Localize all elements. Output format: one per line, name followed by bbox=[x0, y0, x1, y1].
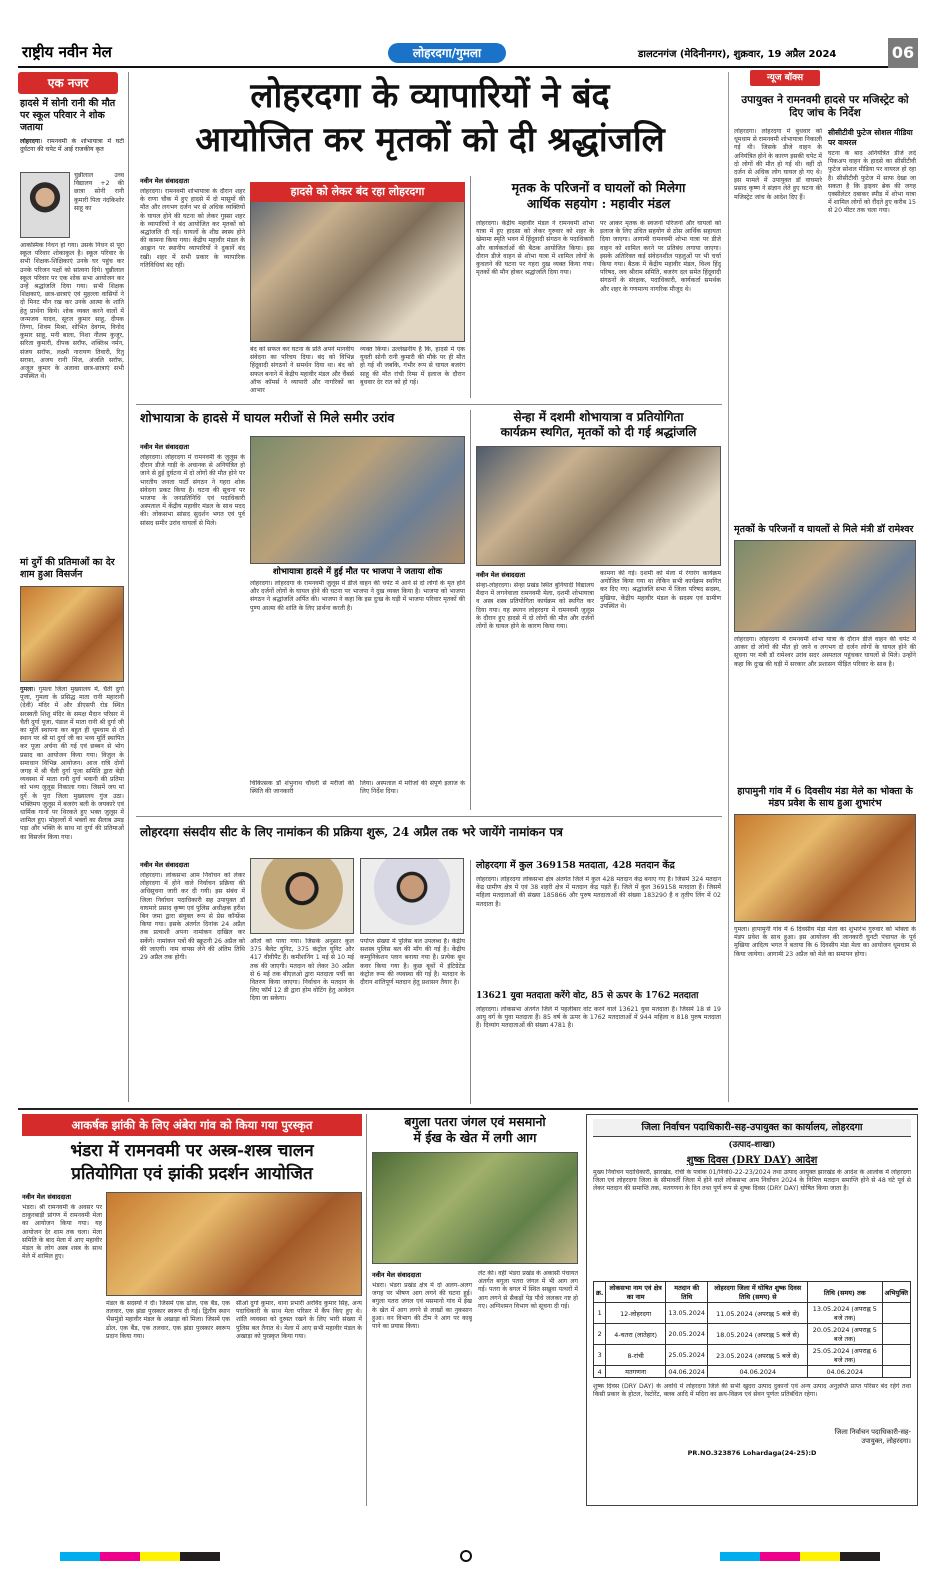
left-story2-body-text: गुमला जिला मुख्यालय में, चैती दुर्गा पूजा, गुमला के प्रसिद्ध माता रानी महारानी (देवी) मंदिर में और डीएसपी रोड स्थित सरस्वती शिशु मंदिर के समक्ष मैदान परिसर में चैती दुर्गा पूजा, पंडाल में माता रानी श्री दुर्गा जी का मूर्ति स्थापना कर बहुत ही धूमधाम से दो स्थान पर श्री मां दुर्गा जी का भव्य मूर्ति स्थापित कर पूजा अर्चना की गई एवं छब्बन से भोग प्रसाद का आयोजन किया गया। विजुल के समाधान विभिन्न आयोजन। आज रात्रि दोनों जगह में श्री चैती दुर्गा पूजा समिति द्वारा बेड़ी व्यवस्था में माता रानी दुर्गा भवानी की प्रतिमा को भव्य जुलूस निकाला गया। जिसमें जय मां दुर्गे के पूरा जिला मुख्यालय गुंज उठा। भक्तिमय जुलूस में बजरंग बली के जयकारे एवं धार्मिक गानों पर थिरकते हुए भक्त जुलूस में शामिल हुए। मोहल्लों में भक्तों का सैलाब उमड़ पड़ा और भक्ति के साथ मां दुर्गा की प्रतिमाओं का विसर्जन किया गया। bbox=[20, 686, 124, 841]
manda-mela-photo bbox=[734, 814, 916, 922]
sena-body-col1: सेन्हा-लोहरदगा। सेन्हा प्रखंड स्थित बुनियादी विद्यालय मैदान में लगनेवाला रामनवमी मेला, दशमी शोभायात्रा व अस्त्र शस्त्र प्रतियोगिता कार्यक्रम को स्थगित कर दिया गया। यह स्थगन लोहरदगा में रामनवमी जुलूस के दौरान हुए हादसे में दो लोगों की मौत और दर्जनों लोगों के घायल होने के कारण किया गया। bbox=[476, 582, 594, 631]
left-story1-photo-caption: चुन्नीलाल उच्च विद्यालय +2 की छात्रा सोनी रानी कुमारी पिता नंदकिशोर साहू का bbox=[74, 172, 124, 212]
table-row bbox=[594, 1345, 911, 1366]
nomination-body-col1: लोहरदगा। लोकसभा आम निर्वाचन को लेकर लोहरदगा में होने वाले निर्वाचन प्रक्रिया की अधिसूचना जारी कर दी गयी। इस संबंध में जिला निर्वाचन पदाधिकारी सह उपायुक्त डॉ वाघमारे प्रसाद कृष्ण एवं पुलिस अधीक्षक हरीश बिन जमा द्वारा संयुक्त रूप से प्रेस कॉन्फ्रेंस किया गया। इसके अंतर्गत दिनांक 24 अप्रैल तक प्रत्याशी अपना नामांकन दाखिल कर सकेंगे। नामांकन पत्रों की स्क्रूटनी 26 अप्रैल को की जाएगी। नाम वापस लेने की अंतिम तिथि 29 अप्रैल तक होगी। bbox=[140, 872, 245, 962]
voter-subhead: लोहरदगा में कुल 369158 मतदाता, 428 मतदान केंद्र bbox=[476, 860, 675, 871]
newsbox-story1-body-col2: घटना के बाद अनियंत्रित डीजे लदे पिकअप वाहन के हादसे का सीसीटीवी फुटेज सोशल मीडिया पर वायरल हो रहा है। सीसीटीवी फुटेज में साफ देखा जा सकता है कि ड्राइवर ब्रेक की जगह एक्सीलेटर दबाकर स्पीड में शोभा यात्रा में शामिल लोगों को रौंदते हुए करीब 15 से 20 मीटर तक चला गया। bbox=[828, 150, 916, 215]
left-story1-body: आकस्मिक निधन हो गया। उसके निधन से पूरा स्कूल परिवार शोकाकुल है। स्कूल परिवार के सभी शिक्षक-शिक्षिकाएं उनके घर पहुंच कर उनके परिजन पक्षों को सांत्वना दिये। चुन्नीलाल स्कूल परिवार पर एक शोक सभा आयोजन कर उन्हें श्रद्धांजलि दिया गया। सभी शिक्षक शिक्षकाएं, छात्र-छात्राएं एवं मुहल्ला वासियों ने दो मिनट मौन रख कर उनके आत्मा के शांति हेतु प्रार्थना किये। शोक व्यक्त करने वालों में जन्मजय यादव, सूरज कुमार साहू, दीपक तिग्गा, शिवम मिश्रा, शोभित देवगम, विनोद कुमार साहू, मनी बाला, निशा नीलम कुजूर, सरिता कुमारी, दीपक सरॉफ, शक्तिश्र नर्मन, संजय सरॉफ, लक्ष्मी नारायण तिवारी, रितु सरफ़ा, अजय रानी मिंज, अंजलि सरॉफ, अजूल कुमार के अलावा छात्र-छात्राएं सभी उपस्थित थे। bbox=[20, 242, 124, 381]
bhandra-headline-line2: प्रतियोगिता एवं झांकी प्रदर्शन आयोजित bbox=[71, 1164, 313, 1184]
nomination-body-col3: पर्याप्त संख्या में पुलिस बल उपलब्ध है। केंद्रीय सशस्त्र पुलिस बल की माँग की गई है। केंद्रीय कम्युनिकेशन प्लान बनाया गया है। प्रत्येक बूथ कवर किया गया है। कुछ बूथों में इंटिग्रेटेड कंट्रोल रूम की व्यवस्था की गई है। मतदान के दौरान शांतिपूर्ण मतदान हेतु प्रशासन तैयार है। bbox=[360, 938, 465, 987]
sameer-headline: शोभायात्रा के हादसे में घायल मरीजों से मिले समीर उरांव bbox=[140, 410, 395, 425]
table-cell: 23.05.2024 (अपराह्न 5 बजे से) bbox=[708, 1345, 808, 1366]
table-cell: 20.05.2024 (अपराह्न 5 बजे तक) bbox=[808, 1324, 882, 1345]
youth-body: लोहरदगा। लोकसभा अंतर्गत जिले में पहलीबार वोट करने वाले 13621 युवा मतदाता हैं। जिसमें 18 से 19 आयु वर्ग के युवा मतदाता हैं। 85 वर्ष के ऊपर के 1762 मतदाताओं में 944 महिला व 818 पुरुष मतदाता हैं। दिव्यांग मतदाताओं की संख्या 4781 है। bbox=[476, 1006, 721, 1030]
dry-day-signature bbox=[593, 1428, 911, 1446]
lead-headline bbox=[140, 74, 720, 162]
lead-headline-line2: आयोजित कर मृतकों को दी श्रद्धांजलि bbox=[195, 120, 665, 160]
compensation-body-col1: लोहरदगा। केंद्रीय महावीर मंडल ने रामनवमी शोभा यात्रा में हुए हादसा को लेकर गुरुवार को शहर के खेमामा स्मृति भवन में हिंदूवादी संगठन के पदाधिकारी और कार्यकर्ताओं की बैठक आयोजित किया। इस दौरान डीजे वाहन से शोभा यात्रा में शामिल लोगों के कुचलने की घटना पर गहरा दुख व्यक्त किया गया। मृतकों की मौन होकर श्रद्धांजलि दिया गया। bbox=[476, 220, 594, 277]
sena-headline bbox=[476, 410, 721, 440]
bhandra-headline-line1: भंडरा में रामनवमी पर अस्त्र-शस्त्र चालन bbox=[70, 1141, 314, 1161]
table-cell: 4 bbox=[594, 1366, 606, 1378]
compensation-headline bbox=[476, 180, 721, 212]
left-story1-lead-text: रामनवमी के शोभायात्रा में घटी दुर्घटना की चपेट में आई राजकीय कृत bbox=[20, 138, 124, 154]
left-column bbox=[18, 72, 126, 1102]
dry-day-table bbox=[593, 1281, 911, 1378]
newsbox-story2-headline: मृतकों के परिजनों व घायलों से मिले मंत्री डॉ रामेश्वर bbox=[734, 524, 914, 535]
dry-day-office: जिला निर्वाचन पदाधिकारी-सह-उपायुक्त का कार्यालय, लोहरदगा bbox=[593, 1119, 911, 1137]
table-row bbox=[594, 1324, 911, 1345]
masthead bbox=[18, 38, 918, 68]
table-cell: 13.05.2024 bbox=[665, 1303, 708, 1324]
color-swatch-yellow bbox=[140, 1552, 180, 1561]
table-cell: 13.05.2024 (अपराह्न 5 बजे तक) bbox=[808, 1303, 882, 1324]
registration-mark-icon bbox=[460, 1550, 472, 1562]
bottom-divider bbox=[18, 1108, 918, 1110]
table-cell: मतगणना bbox=[606, 1366, 666, 1378]
newsbox-story3-headline: हापामुनी गांव में 6 दिवसीय मंडा मेले का भोक्ता के मंडप प्रवेश के साथ हुआ शुभारंभ bbox=[737, 786, 913, 809]
signature-line2: उपायुक्त, लोहरदगा। bbox=[861, 1437, 911, 1445]
left-story2-dateline: गुमला bbox=[20, 686, 33, 693]
table-cell: 3 bbox=[594, 1345, 606, 1366]
nomination-byline: नवीन मेल संवाददाता bbox=[140, 861, 189, 869]
voter-body: लोहरदगा। लोहरदगा लोकसभा क्षेत्र अंतर्गत जिले में कुल 428 मतदान केंद्र बनाए गए हैं। जिसमें 324 मतदान केंद्र ग्रामीण क्षेत्र में एवं 38 शहरी क्षेत्र में मतदान केंद्र पड़ते हैं। जिले में कुल 369158 मतदाता हैं। जिसमें महिला मतदाताओं की संख्या 185866 और पुरुष मतदाताओं की संख्या 183290 है व तृतीय लिंग में 02 मतदाता है। bbox=[476, 876, 721, 908]
table-cell: 11.05.2024 (अपराह्न 5 बजे से) bbox=[708, 1303, 808, 1324]
award-ceremony-photo bbox=[106, 1192, 362, 1296]
table-cell: 12-लोहरदगा bbox=[606, 1303, 666, 1324]
table-header-cell: क्र. bbox=[594, 1282, 606, 1303]
newsbox-story1-subhead: सीसीटीवी फुटेज सोशल मीडिया पर वायरल bbox=[828, 128, 913, 147]
left-story1-lead: लोहरदगा। रामनवमी के शोभायात्रा में घटी दुर्घटना की चपेट में आई राजकीय कृत bbox=[20, 138, 124, 154]
forest-fire-photo bbox=[372, 1152, 578, 1264]
sp-portrait-photo bbox=[250, 858, 354, 934]
fire-headline-line2: में ईख के खेत में लगी आग bbox=[413, 1130, 537, 1145]
lead-body-col3: व्यक्त किया। उल्लेखनीय है कि, हादसे में एक युवती सोनी रानी कुमारी की मौके पर ही मौत हो गई थी जबकि, गंभीर रूप से घायल बजरंग साहू की मौत रांची रिम्स में इलाज के दौरान बुधवार देर रात को हो गई। bbox=[360, 346, 465, 386]
newsbox-story1-headline: उपायुक्त ने रामनवमी हादसे पर मजिस्ट्रेट को दिए जांच के निर्देश bbox=[741, 94, 909, 119]
left-column-divider bbox=[128, 72, 129, 1102]
table-cell: 04.06.2024 bbox=[665, 1366, 708, 1378]
award-banner: आकर्षक झांकी के लिए अंबेरा गांव को किया गया पुरस्कृत bbox=[22, 1114, 362, 1136]
minister-visit-photo bbox=[734, 540, 916, 632]
table-cell bbox=[882, 1324, 911, 1345]
page-number: 06 bbox=[888, 38, 918, 68]
section-divider-1 bbox=[136, 404, 722, 405]
fire-body-col1: भंडरा। भंडरा प्रखंड क्षेत्र में दो अलग-अलग जगह पर भीषण आग लगने की घटना हुई। बगुला पतरा जंगल एवं मसमानो गांव में ईख के खेत में आग लगने से लाखों का नुकसान हुआ। वन विभाग की टीम ने आग पर काबू पाने का प्रयास किया। bbox=[372, 1282, 472, 1331]
dry-day-branch: (उत्पाद-शाखा) bbox=[728, 1140, 776, 1150]
table-cell: 04.06.2024 bbox=[708, 1366, 808, 1378]
color-swatch-yellow bbox=[800, 1552, 840, 1561]
newsbox-story3-body: गुमला। हापामुनी गांव में 6 दिवसीय मंडा मेला का शुभारंभ गुरुवार को भोक्ता के मंडप प्रवेश के साथ हुआ। इस आयोजन की जानकारी घुनटी पंचायत के पूर्व मुखिया आदित्य भगत ने बताया कि 6 दिवसीय मंडा मेला का आयोजन धूमधाम से किया जायेगा। आगामी 23 अप्रैल को मेले का समापन होगा। bbox=[734, 926, 916, 958]
color-swatch-black bbox=[180, 1552, 220, 1561]
youth-subhead: 13621 युवा मतदाता करेंगे वोट, 85 से ऊपर के 1762 मतदाता bbox=[476, 991, 699, 1001]
table-row bbox=[594, 1366, 911, 1378]
fire-headline bbox=[372, 1114, 578, 1146]
durga-idol-photo bbox=[20, 586, 124, 682]
pr-number: PR.NO.323876 Lohardaga(24-25):D bbox=[687, 1449, 817, 1457]
student-photo bbox=[20, 172, 70, 238]
fire-byline: नवीन मेल संवाददाता bbox=[372, 1271, 421, 1279]
table-cell: 04.06.2024 bbox=[808, 1366, 882, 1378]
fire-headline-line1: बगुला पतरा जंगल एवं मसमानो bbox=[404, 1114, 546, 1129]
dry-day-table-header bbox=[594, 1282, 911, 1303]
table-cell bbox=[882, 1345, 911, 1366]
sena-byline: नवीन मेल संवाददाता bbox=[476, 571, 525, 579]
dateline: डालटनगंज (मेदिनीनगर), शुक्रवार, 19 अप्रैल 2024 bbox=[638, 49, 837, 60]
bhandra-body-col3: सीओ दुर्गा कुमार, थाना प्रभारी अरविंद कुमार सिंह, अन्य पदाधिकारी के साथ मेला परिसर में कैंप किए हुए थे। शांति व्यवस्था को दुरुस्त रखने के लिए भारी संख्या में पुलिस बल तैनात थे। मेला में आए सभी महावीर मंडल के अखाड़ा को पुरस्कृत किया गया। bbox=[236, 1300, 362, 1340]
sameer-byline: नवीन मेल संवाददाता bbox=[140, 443, 189, 451]
dry-day-notice bbox=[586, 1114, 918, 1506]
bhandra-body-col1: भंडरा। श्री रामनवमी के अवसर पर ठाकुरबाड़ी प्रांगण में रामनवमी मेला का आयोजन किया गया। यह आयोजन देर शाम तक चला। मेला समिति के बाद मेला में आए महावीर मंडल के लोग अस्त्र शस्त्र के साथ मेले में शामिल हुए। bbox=[22, 1204, 102, 1261]
sameer-divider bbox=[470, 410, 471, 810]
table-cell: 4-चतरा (लातेहार) bbox=[606, 1324, 666, 1345]
left-story2-body: गुमला। गुमला जिला मुख्यालय में, चैती दुर्गा पूजा, गुमला के प्रसिद्ध माता रानी महारानी (देवी) मंदिर में और डीएसपी रोड स्थित सरस्वती शिशु मंदिर के समक्ष मैदान परिसर में चैती दुर्गा पूजा, पंडाल में माता रानी श्री दुर्गा जी का मूर्ति स्थापना कर बहुत ही धूमधाम से दो स्थान पर श्री मां दुर्गा जी का भव्य मूर्ति स्थापित कर पूजा अर्चना की गई एवं छब्बन से भोग प्रसाद का आयोजन किया गया। विजुल के समाधान विभिन्न आयोजन। आज रात्रि दोनों जगह में श्री चैती दुर्गा पूजा समिति द्वारा बेड़ी व्यवस्था में माता रानी दुर्गा भवानी की प्रतिमा को भव्य जुलूस निकाला गया। जिसमें जय मां दुर्गे के पूरा जिला मुख्यालय गुंज उठा। भक्तिमय जुलूस में बजरंग बली के जयकारे एवं धार्मिक गानों पर थिरकते हुए भक्त जुलूस में शामिल हुए। मोहल्लों में भक्तों का सैलाब उमड़ पड़ा और भक्ति के साथ मां दुर्गा की प्रतिमाओं का विसर्जन किया गया। bbox=[20, 686, 124, 841]
paper-name: राष्ट्रीय नवीन मेल bbox=[22, 43, 112, 61]
lead-divider bbox=[470, 176, 471, 398]
signature-line1: जिला निर्वाचन पदाधिकारी-सह- bbox=[834, 1428, 911, 1436]
dry-day-intro: मुख्य निर्वाचन पदाधिकारी, झारखंड, रांची के पत्रांक 01/निर्वा0-22-23/2024 तथा उत्पाद आयुक्त झारखंड के आदेश के आलोक में लोहरदगा जिला एवं लोहरदगा जिला के सीमावर्ती जिला में होने वाले लोकसभा आम निर्वाचन 2024 के निमित्त मतदान समाप्ति होने से 48 घंटे पूर्व से लेकर मतदान की समाप्ति तक, मतगणना के दिन तथा पूर्ण रूप से शुष्क दिवस (DRY DAY) घोषित किया जाता है। bbox=[593, 1169, 911, 1193]
nomination-divider bbox=[470, 860, 471, 1104]
table-cell bbox=[882, 1303, 911, 1324]
lead-headline-line1: लोहरदगा के व्यापारियों ने बंद bbox=[250, 76, 610, 116]
sameer-photo-caption: शोभायात्रा हादसे में हुई मौत पर भाजपा ने जताया शोक bbox=[272, 567, 443, 577]
table-header-cell: लोहरदगा जिला में घोषित शुष्क दिवस तिथि (समय) से bbox=[708, 1282, 808, 1303]
fire-body-col2: लेट की। वहीं भंडरा प्रखंड के अकासी पंचायत अंतर्गत बगुला पतरा जंगल में भी आग लग गई। पतरा के बगल में स्थित सखुवा पत्थरों में आग लगने से सैकड़ों पेड़ पौधे जलकर नष्ट हो गए। अग्निशमन विभाग को सूचना दी गई। bbox=[478, 1270, 578, 1310]
table-cell: 8-रांची bbox=[606, 1345, 666, 1366]
lead-body-col1: लोहरदगा। रामनवमी शोभायात्रा के दौरान शहर के राणा चौक में हुए हादसे में दो मासूमों की मौत और लगभग दर्जन भर से अधिक व्यक्तियों के घायल होने की घटना को लेकर गुस्सा शहर के व्यापारियों ने बंद आयोजित कर मृतकों को श्रद्धांजलि दी गई। घायलों के शीघ्र स्वस्थ होने की कामना किया गया। केंद्रीय महावीर मंडल के आह्वान पर स्थानीय व्यापारियों ने दुकानें बंद रखी। शहर में सभी प्रकार के व्यापारिक गतिविधियां बंद रहीं। bbox=[140, 188, 245, 269]
lead-body-col2: बंद को सफल कर घटना के प्रति अपने मानवीय संवेदना का परिचय दिया। बंद को विभिन्न हिंदूवादी संगठनों ने समर्थन दिया था। बंद को सफल बनाने में केंद्रीय महावीर मंडल और चैंबर्स ऑफ कॉमर्स ने व्यापारी और नागरिकों का आभार bbox=[250, 346, 354, 395]
left-story2-headline: मां दुर्गे की प्रतिमाओं का देर शाम हुआ विसर्जन bbox=[20, 557, 115, 580]
table-row bbox=[594, 1303, 911, 1324]
table-cell: 18.05.2024 (अपराह्न 5 बजे से) bbox=[708, 1324, 808, 1345]
bottom-divider-1 bbox=[366, 1114, 367, 1506]
color-swatch-magenta bbox=[760, 1552, 800, 1561]
newsbox-story2-body: लोहरदगा। लोहरदगा में रामनवमी शोभा यात्रा के दौरान डीजे वाहन की चपेट में आकर दो लोगों की मौत हो जाने व लगभग दो दर्जन लोगों के घायल होने की सूचना पर मंत्री डॉ रामेश्वर उरांव सदर अस्पताल पहुंचकर घायलों से मिले। उन्होंने कहा कि दुःख की घड़ी में सरकार और प्रशासन पीड़ित परिवार के साथ है। bbox=[734, 636, 916, 668]
section-badge: लोहरदगा/गुमला bbox=[388, 43, 506, 63]
nomination-body-col2: और्ता को पाया गया। जिसके अनुसार कुल 375 बैलेट यूनिट, 375 कंट्रोल यूनिट और 417 वीवीपैट हैं। कमीशनिंग 1 मई से 10 मई तक की जाएगी। मतदान को लेकर 30 अप्रैल से 6 मई तक बीएलओ द्वारा मतदाता पर्ची का वितरण किया जाएगा। निर्वाचन के मतदान के लिए फॉर्म 12 डी द्वारा होम वोटिंग हेतु आवेदन दिया जा सकेगा। bbox=[250, 938, 354, 1003]
table-cell bbox=[882, 1366, 911, 1378]
table-header-cell: मतदान की तिथि bbox=[665, 1282, 708, 1303]
compensation-headline-line1: मृतक के परिजनों व घायलों को मिलेगा bbox=[511, 180, 686, 195]
table-cell: 2 bbox=[594, 1324, 606, 1345]
sameer-body-col1: लोहरदगा। लोहरदगा में रामनवमी के जुलूस के दौरान डीजे गाड़ी के अचानक से अनियंत्रित हो जाने से हुई दुर्घटना में दो लोगों की मौत होने पर भारतीय जनता पार्टी संगठन ने गहरा शोक संवेदना प्रकट किया है। घटना की सूचना पर भाजपा के जनप्रतिनिधि एवं पदाधिकारी अस्पताल में केंद्रीय महावीर मंडल के साथ मदद की। लोकसभा सांसद सुदर्शन भगत एवं पूर्व सांसद समीर उरांव घायलों से मिले। bbox=[140, 454, 245, 527]
section-divider-2 bbox=[136, 816, 722, 817]
color-swatch-magenta bbox=[100, 1552, 140, 1561]
table-cell: 1 bbox=[594, 1303, 606, 1324]
tribute-photo bbox=[476, 446, 721, 566]
closed-market-banner: हादसे को लेकर बंद रहा लोहरदगा bbox=[250, 182, 465, 202]
newsbox-story1-body-col1: लोहरदगा। लोहरदगा में बुधवार को धूमधाम से रामनवमी शोभायात्रा निकाली गई थी। जिसके डीजे वाहन के अनियंत्रित होने के कारण इसकी चपेट में दो लोगों की मौत हो गई थी। वहीं दो दर्जन से अधिक लोग घायल हो गए थे। इस मामले में उपायुक्त डॉ वाघमारे प्रसाद कृष्ण ने संज्ञान लेते हुए घटना की मजिस्ट्रेट जांच के आदेश दिए हैं। bbox=[734, 128, 822, 201]
sena-headline-line1: सेन्हा में दशमी शोभायात्रा व प्रतियोगिता bbox=[513, 410, 684, 424]
sameer-body-col3: चिकित्सक डॉ शंभुनाथ चौधरी से मरीजों की स्थिति की जानकारी bbox=[250, 780, 354, 796]
bhandra-body-col2: मंडल के सदस्यों ने दी। जिसमें एक ढोल, एक बैंड, एक तलवार, एक झंडा पुरस्कार स्वरूप दी गई। द्वितीय स्थान भैसमुंडो महावीर मंडल के अखाड़ा को मिला। जिसमें एक ढोल, एक बैंड, एक तलवार, एक झंडा पुरस्कार स्वरूप प्रदान किया गया। bbox=[106, 1300, 230, 1340]
bhandra-byline: नवीन मेल संवाददाता bbox=[22, 1193, 71, 1201]
table-cell: 25.05.2024 (अपराह्न 6 बजे तक) bbox=[808, 1345, 882, 1366]
ek-nazar-tag: एक नजर bbox=[18, 72, 118, 94]
compensation-body-col2: पर आकर मृतक के स्वजनों परिजनों और घायलों को इलाज के लिए उचित सहयोग से ठोस आर्थिक सहायता दिया जाएगा। आगामी रामनवमी शोभा यात्रा पर डीजे वाहन को शामिल करने पर प्रतिबंध लगाया जाएगा। इसके अतिरिक्त कई संवेदनशील पहलुओं पर भी चर्चा किया गया। बैठक में केंद्रीय महावीर मंडल, विश्व हिंदू परिषद, जय श्रीराम समिति, बजरंग दल समेत हिंदूवादी संगठनों के संरक्षक, पदाधिकारी, कार्यकर्ता समर्थक और शहर के गणमान्य नागरिक मौजूद थे। bbox=[600, 220, 721, 293]
news-box-tag: न्यूज बॉक्स bbox=[750, 70, 820, 86]
compensation-headline-line2: आर्थिक सहयोग : महावीर मंडल bbox=[526, 196, 671, 211]
closed-market-photo bbox=[250, 182, 465, 342]
left-story1-headline: हादसे में सोनी रानी की मौत पर स्कूल परिवार ने शोक जताया bbox=[20, 98, 116, 133]
table-cell: 20.05.2024 bbox=[665, 1324, 708, 1345]
lead-byline: नवीन मेल संवाददाता bbox=[140, 177, 189, 185]
bhandra-headline bbox=[22, 1140, 362, 1186]
dc-portrait-photo bbox=[360, 858, 464, 934]
nomination-headline: लोहरदगा संसदीय सीट के लिए नामांकन की प्रक्रिया शुरू, 24 अप्रैल तक भरे जायेंगे नामांकन पत्र bbox=[140, 825, 563, 839]
sena-body-col2: कामना की गई। दशमी को मेला में रंगारंग कार्यक्रम अयोजित किया गया था लेकिन सभी कार्यक्रम स्थगित कर दिए गए। श्रद्धांजलि सभा में जिला परिषद सदस्य, मुखिया, केंद्रीय महावीर मंडल के सदस्य एवं ग्रामीण उपस्थित थे। bbox=[600, 570, 721, 610]
sameer-body-col2: लोहरदगा। लोहरदगा के रामनवमी जुलूस में डीजे वाहन की चपेट में आने से दो लोगों के मृत होने और दर्जनों लोगों के घायल होने की घटना पर भाजपा ने दुख व्यक्त किया है। भाजपा को भाजपा संगठन ने श्रद्धांजलि अर्पित की। भाजपा ने कहा कि इस दुःख के घड़ी में भाजपा परिवार मृतकों की पुण्य आत्मा की शांति के लिए प्रार्थना करती है। bbox=[250, 580, 465, 612]
table-cell: 25.05.2024 bbox=[665, 1345, 708, 1366]
color-swatch-cyan bbox=[60, 1552, 100, 1561]
left-story1-dateline: लोहरदगा bbox=[20, 138, 40, 145]
table-header-cell: अभियुक्ति bbox=[882, 1282, 911, 1303]
dry-day-footer-text: शुष्क दिवस (DRY DAY) के अवधि में लोहरदगा जिले की सभी खुदरा उत्पाद दुकानों एवं अन्य उत्पाद अनुज्ञप्ति प्राप्त परिसर बंद रहेंगे तथा किसी प्रकार के होटल, रेस्टोरेंट, क्लब आदि में मदिरा का क्रय-विक्रय एवं सेवन पूर्णतः प्रतिबंधित रहेगा। bbox=[593, 1383, 911, 1399]
dry-day-order-title: शुष्क दिवस (DRY DAY) आदेश bbox=[686, 1155, 818, 1166]
table-header-cell: तिथि (समय) तक bbox=[808, 1282, 882, 1303]
color-swatch-cyan bbox=[720, 1552, 760, 1561]
sameer-body-col4: लिया। अस्पताल में मरीजों की संपूर्ण इलाज के लिए निर्देश दिया। bbox=[360, 780, 465, 796]
color-swatch-black bbox=[840, 1552, 880, 1561]
sena-headline-line2: कार्यक्रम स्थगित, मृतकों को दी गई श्रद्धांजलि bbox=[500, 425, 697, 439]
table-header-cell: लोकसभा नाम एवं क्षेत्र का नाम bbox=[606, 1282, 666, 1303]
hospital-visit-photo bbox=[250, 436, 465, 564]
